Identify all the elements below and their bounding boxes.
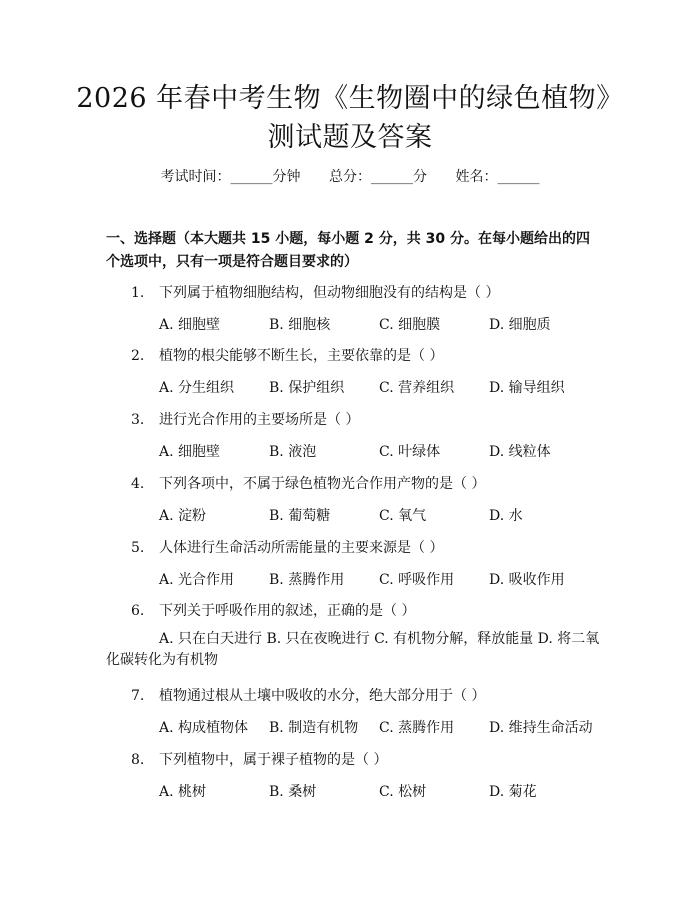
question-7 — [131, 685, 485, 705]
option-c: C. 蒸腾作用 — [379, 720, 455, 736]
exam-meta — [0, 166, 700, 186]
question-4-options — [159, 505, 599, 525]
option-d: D. 维持生命活动 — [489, 720, 593, 736]
option-c: C. 营养组织 — [379, 380, 455, 396]
question-number: 3. — [131, 412, 145, 428]
question-text: 人体进行生命活动所需能量的主要来源是（ ） — [159, 540, 444, 556]
option-b: B. 蒸腾作用 — [269, 572, 345, 588]
option-d: D. 线粒体 — [489, 444, 551, 460]
question-number: 1. — [131, 285, 145, 301]
question-text: 下列植物中，属于裸子植物的是（ ） — [159, 752, 388, 768]
option-a: A. 桃树 — [159, 784, 207, 800]
question-text: 下列属于植物细胞结构，但动物细胞没有的结构是（ ） — [159, 285, 500, 301]
section-heading: 一、选择题（本大题共 15 小题，每小题 2 分，共 30 分。在每小题给出的四个选项中，只有一项是符合题目要求的） — [106, 231, 590, 270]
question-6 — [131, 600, 415, 620]
question-number: 7. — [131, 688, 145, 704]
question-number: 2. — [131, 348, 145, 364]
option-a: A. 细胞壁 — [159, 444, 221, 460]
option-d: D. 吸收作用 — [489, 572, 565, 588]
option-a: A. 分生组织 — [159, 380, 235, 396]
question-number: 6. — [131, 603, 145, 619]
option-a: A. 淀粉 — [159, 508, 207, 524]
question-3-options — [159, 441, 599, 461]
question-5-options — [159, 569, 599, 589]
question-number: 8. — [131, 752, 145, 768]
total-score-label: 总分：______分 — [329, 169, 427, 185]
question-text: 植物的根尖能够不断生长，主要依靠的是（ ） — [159, 348, 444, 364]
question-number: 4. — [131, 476, 145, 492]
option-b: B. 桑树 — [269, 784, 317, 800]
question-7-options — [159, 717, 599, 737]
question-number: 5. — [131, 540, 145, 556]
exam-time-label: 考试时间：______分钟 — [160, 169, 301, 185]
option-a: A. 构成植物体 — [159, 720, 249, 736]
option-c: C. 呼吸作用 — [379, 572, 455, 588]
option-b: B. 液泡 — [269, 444, 317, 460]
option-c: C. 氧气 — [379, 508, 427, 524]
question-8-options — [159, 781, 599, 801]
option-d: D. 输导组织 — [489, 380, 565, 396]
question-2 — [131, 345, 443, 365]
question-5 — [131, 537, 443, 557]
option-c: C. 细胞膜 — [379, 317, 441, 333]
question-1 — [131, 282, 499, 302]
question-text: 植物通过根从土壤中吸收的水分，绝大部分用于（ ） — [159, 688, 486, 704]
option-d: D. 水 — [489, 508, 523, 524]
question-3 — [131, 409, 359, 429]
option-b: B. 制造有机物 — [269, 720, 359, 736]
page-subtitle: 测试题及答案 — [267, 122, 433, 153]
question-2-options — [159, 377, 599, 397]
option-a: A. 细胞壁 — [159, 317, 221, 333]
option-a: A. 光合作用 — [159, 572, 235, 588]
question-8 — [131, 749, 387, 769]
question-text: 下列各项中，不属于绿色植物光合作用产物的是（ ） — [159, 476, 486, 492]
page-title: 2026 年春中考生物《生物圈中的绿色植物》 — [76, 83, 624, 114]
question-text: 进行光合作用的主要场所是（ ） — [159, 412, 360, 428]
option-c: C. 叶绿体 — [379, 444, 441, 460]
name-label: 姓名：______ — [455, 169, 540, 185]
question-6-options: A. 只在白天进行 B. 只在夜晚进行 C. 有机物分解，释放能量 D. 将二氧化碳转化为有机物 — [106, 631, 600, 668]
option-d: D. 细胞质 — [489, 317, 551, 333]
question-text: 下列关于呼吸作用的叙述，正确的是（ ） — [159, 603, 416, 619]
option-b: B. 葡萄糖 — [269, 508, 331, 524]
option-b: B. 保护组织 — [269, 380, 345, 396]
question-1-options — [159, 314, 599, 334]
option-d: D. 菊花 — [489, 784, 537, 800]
option-b: B. 细胞核 — [269, 317, 331, 333]
question-4 — [131, 473, 485, 493]
option-c: C. 松树 — [379, 784, 427, 800]
